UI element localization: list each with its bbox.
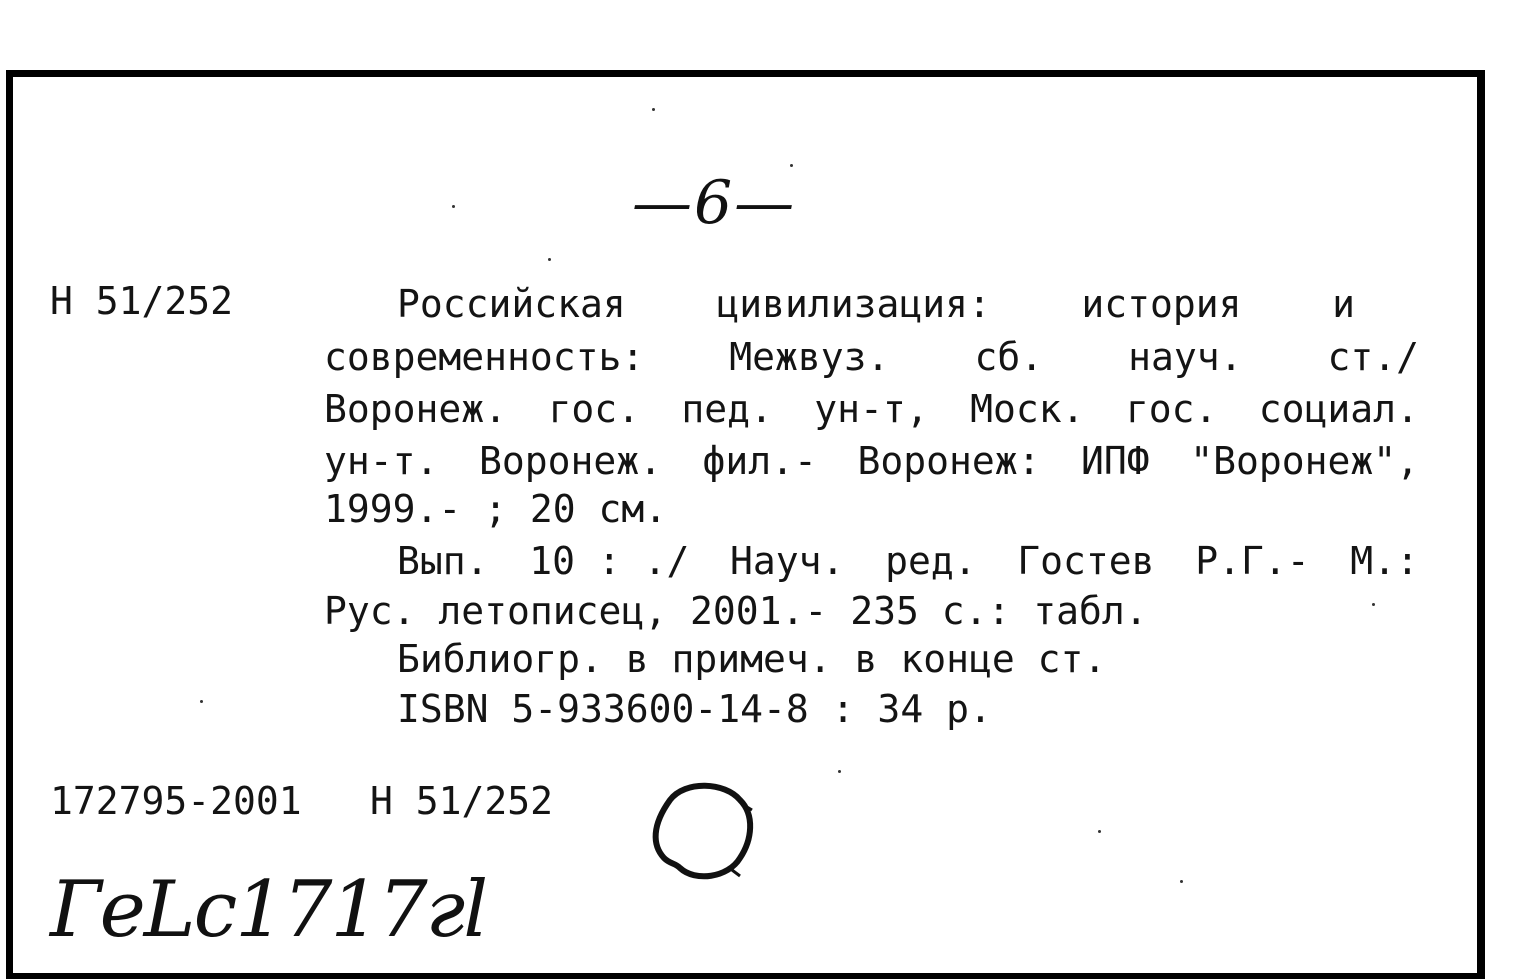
accession-number: 172795-2001 <box>50 779 302 823</box>
entry-line-5: 1999.- ; 20 см. <box>324 487 668 531</box>
call-number: Н 51/252 <box>50 279 234 323</box>
entry-word: ст./ <box>1327 335 1419 379</box>
entry-word: Воронеж. <box>478 439 662 483</box>
entry-word: сб. <box>974 335 1044 379</box>
scan-speck <box>1372 603 1375 606</box>
accession-call-number: Н 51/252 <box>370 779 554 823</box>
entry-word: ун-т, <box>814 387 929 431</box>
entry-word: Науч. <box>730 539 845 583</box>
entry-line-8: Библиогр. в примеч. в конце ст. <box>397 637 1107 681</box>
entry-word: "Воронеж", <box>1190 439 1419 483</box>
entry-word: Моск. <box>970 387 1085 431</box>
entry-word: гос. <box>548 387 640 431</box>
scan-speck <box>452 205 455 208</box>
handwritten-note: ГеLс1717гl <box>50 865 487 955</box>
scan-speck <box>790 164 793 167</box>
entry-word: М.: <box>1350 539 1419 583</box>
entry-word: Воронеж. <box>324 387 508 431</box>
entry-word: история <box>1081 282 1242 326</box>
scan-speck <box>1098 830 1101 833</box>
entry-word: фил.- <box>702 439 817 483</box>
entry-line-1 <box>397 282 1355 326</box>
entry-word: современность: <box>324 335 645 379</box>
entry-line-2 <box>324 335 1419 379</box>
entry-line-4 <box>324 439 1419 483</box>
scan-speck <box>1180 880 1183 883</box>
circle-stamp-icon <box>640 770 770 890</box>
entry-word: науч. <box>1128 335 1243 379</box>
scan-speck <box>200 700 203 703</box>
entry-word: пед. <box>681 387 773 431</box>
entry-word: Р.Г.- <box>1195 539 1310 583</box>
entry-word: гос. <box>1125 387 1218 431</box>
entry-line-6 <box>397 539 1419 583</box>
entry-word: Воронеж: <box>857 439 1041 483</box>
entry-word: ИПФ <box>1081 439 1150 483</box>
entry-word: ун-т. <box>324 439 439 483</box>
entry-word: цивилизация: <box>716 282 991 326</box>
entry-line-3 <box>324 387 1419 431</box>
entry-word: и <box>1332 282 1355 326</box>
scan-speck <box>548 258 551 261</box>
entry-word: ред. <box>885 539 977 583</box>
entry-word: 10 : ./ <box>529 539 690 583</box>
entry-word: Российская <box>397 282 626 326</box>
entry-word: Вып. <box>397 539 489 583</box>
scan-speck <box>838 770 841 773</box>
entry-word: социал. <box>1258 387 1419 431</box>
page-number-handwritten: —6— <box>632 168 797 238</box>
entry-line-7: Рус. летописец, 2001.- 235 с.: табл. <box>324 589 1148 633</box>
entry-line-9: ISBN 5-933600-14-8 : 34 р. <box>397 687 992 731</box>
scan-speck <box>652 108 655 111</box>
entry-word: Межвуз. <box>729 335 890 379</box>
entry-word: Гостев <box>1017 539 1155 583</box>
